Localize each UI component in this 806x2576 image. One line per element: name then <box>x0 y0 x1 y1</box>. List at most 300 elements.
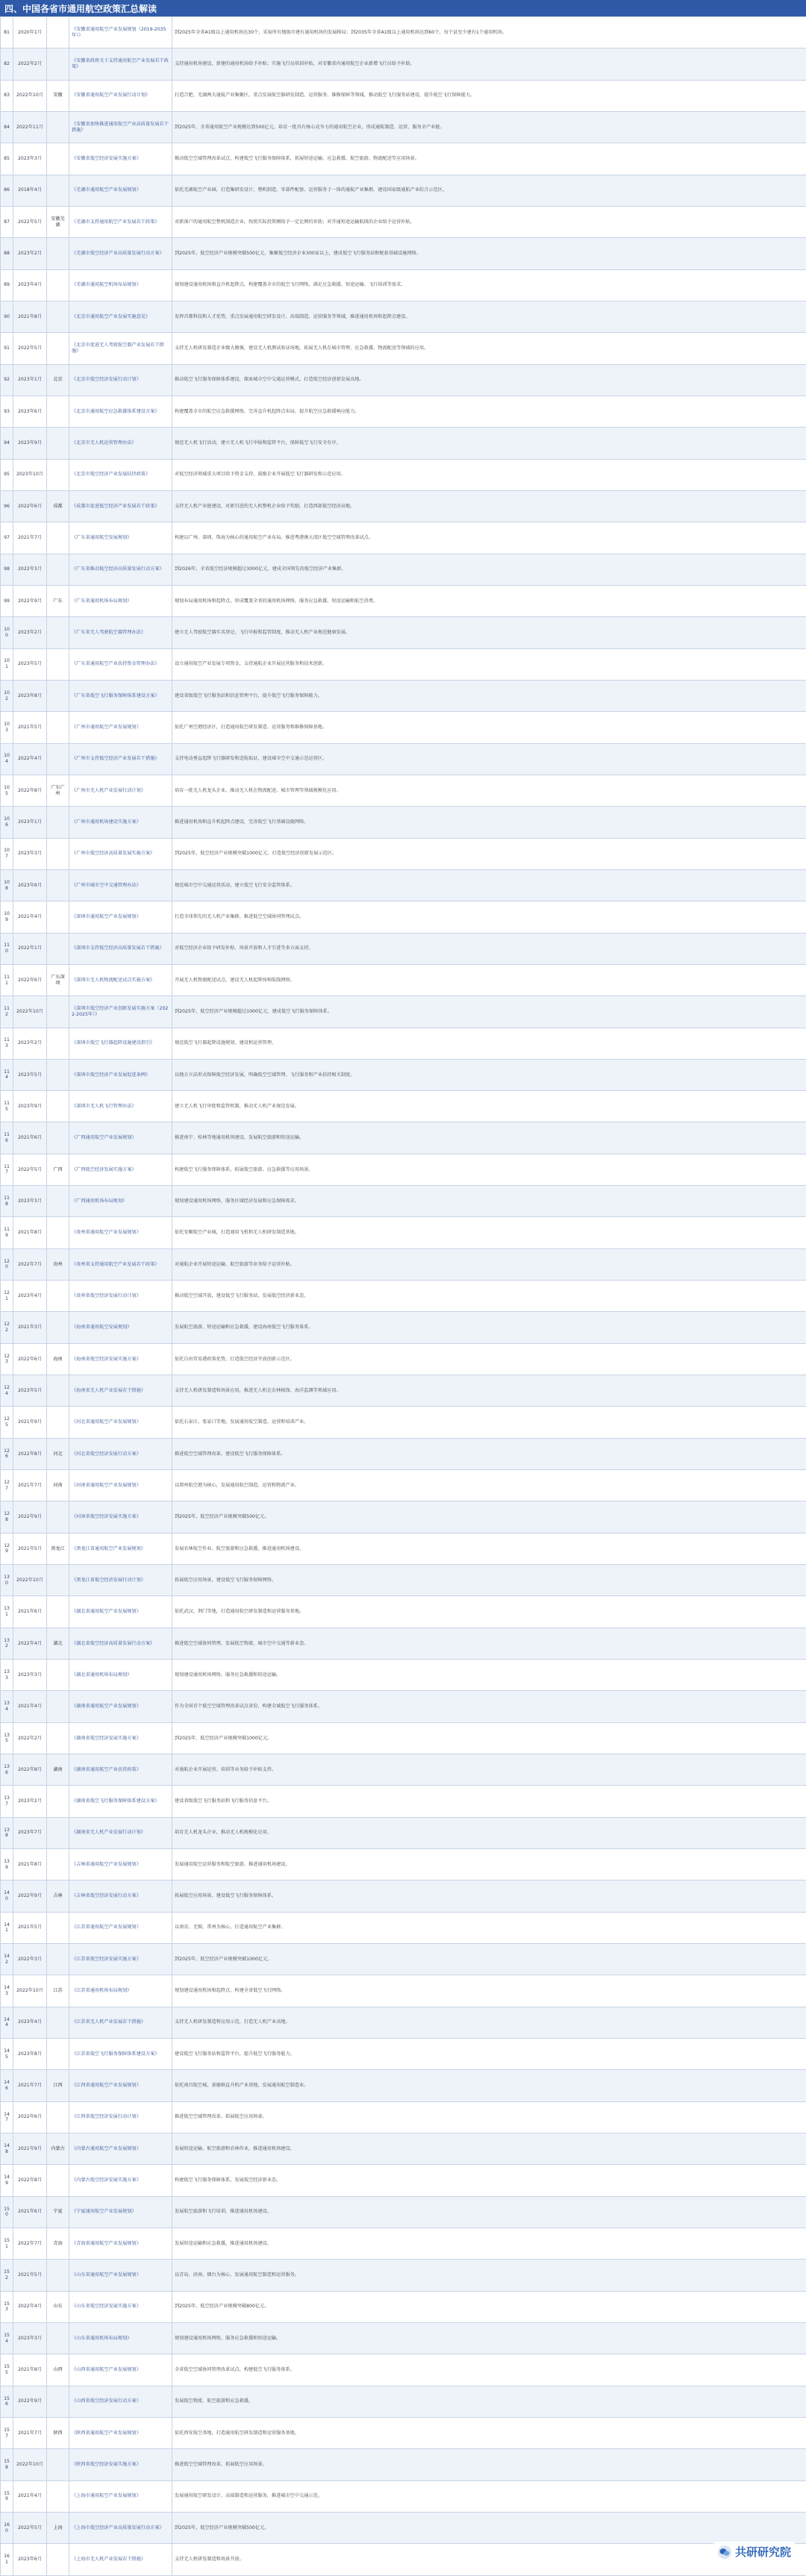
policy-region: 河南 <box>47 1470 69 1501</box>
policy-title: 《北京市低空经济产业发展扶持政策》 <box>69 459 172 490</box>
policy-title: 《广西通用航空产业发展规划》 <box>69 1122 172 1154</box>
policy-detail: 规划建设通用机场网络，服务应急救援和短途运输。 <box>172 1660 806 1691</box>
policy-number: 120 <box>1 1248 13 1280</box>
policy-row <box>1 2101 806 2133</box>
policy-number: 137 <box>1 1786 13 1817</box>
policy-row <box>1 1186 806 1217</box>
policy-region: 山东 <box>47 2291 69 2322</box>
policy-title: 《海南省无人机产业发展若干措施》 <box>69 1375 172 1407</box>
policy-date: 2022年5月 <box>13 2512 47 2543</box>
policy-region <box>47 49 69 80</box>
policy-number: 149 <box>1 2165 13 2196</box>
policy-title: 《江苏省低空飞行服务保障体系建设方案》 <box>69 2039 172 2070</box>
policy-detail: 推进低空空域协同管理，发展低空物流、城市空中交通等新业态。 <box>172 1628 806 1659</box>
policy-date: 2023年4月 <box>13 269 47 301</box>
policy-region <box>47 933 69 964</box>
policy-number: 81 <box>1 17 13 49</box>
policy-region <box>47 1817 69 1848</box>
policy-row <box>1 1438 806 1469</box>
policy-number: 136 <box>1 1754 13 1786</box>
policy-region <box>47 2544 69 2575</box>
policy-title: 《山西省低空经济发展行动方案》 <box>69 2386 172 2417</box>
policy-region <box>47 396 69 427</box>
policy-date: 2021年6月 <box>13 1596 47 1628</box>
policy-title: 《内蒙古低空经济发展实施方案》 <box>69 2165 172 2196</box>
policy-title: 《深圳市低空飞行器起降设施建设指引》 <box>69 1028 172 1059</box>
policy-date: 2022年6月 <box>13 964 47 995</box>
policy-title: 《广州市支持低空经济产业发展若干措施》 <box>69 743 172 775</box>
policy-title: 《广东省无人驾驶航空器管理办法》 <box>69 617 172 648</box>
policy-date: 2021年8月 <box>13 1849 47 1881</box>
policy-date: 2022年9月 <box>13 585 47 616</box>
policy-row <box>1 1660 806 1691</box>
policy-row <box>1 743 806 775</box>
policy-number: 116 <box>1 1122 13 1154</box>
policy-title: 《湖南省低空飞行服务保障体系建设方案》 <box>69 1786 172 1817</box>
policy-detail: 到2026年，全省低空经济规模超过3000亿元，建成全国领先的低空经济产业集群。 <box>172 554 806 585</box>
policy-row <box>1 459 806 490</box>
policy-row <box>1 1565 806 1596</box>
policy-date: 2023年2月 <box>13 1028 47 1059</box>
policy-row <box>1 1628 806 1659</box>
policy-detail: 规范无人机飞行活动，建立无人机飞行申报和监管平台，保障低空飞行安全有序。 <box>172 428 806 459</box>
policy-number: 90 <box>1 301 13 332</box>
policy-row <box>1 238 806 269</box>
policy-detail: 规划建设通用机场网络，服务应急救援和短途运输。 <box>172 2322 806 2354</box>
policy-number: 129 <box>1 1533 13 1564</box>
policy-date: 2021年8月 <box>13 301 47 332</box>
policy-row <box>1 1154 806 1185</box>
policy-row <box>1 1881 806 1912</box>
policy-row <box>1 2070 806 2101</box>
policy-region <box>47 1660 69 1691</box>
policy-title: 《上海市低空经济产业高质量发展行动方案》 <box>69 2512 172 2543</box>
policy-row <box>1 2260 806 2291</box>
policy-detail: 建立无人驾驶航空器实名登记、飞行申报和监管制度，推动无人机产业规范健康发展。 <box>172 617 806 648</box>
policy-region: 安徽 <box>47 80 69 111</box>
policy-date: 2022年1月 <box>13 933 47 964</box>
policy-row <box>1 1596 806 1628</box>
policy-detail: 打造合肥、芜湖两大通航产业集聚区，重点发展航空器研发制造、运营服务、维修保障等领域，推动低空飞行服务站建设，提升低空飞行保障能力。 <box>172 80 806 111</box>
policy-row <box>1 2544 806 2575</box>
policy-region <box>47 301 69 332</box>
policy-row <box>1 143 806 175</box>
policy-detail: 依托安顺航空产业城，打造通用飞机和无人机研发制造基地。 <box>172 1217 806 1248</box>
policy-detail: 培育无人机龙头企业，推动无人机规模化应用。 <box>172 1817 806 1848</box>
policy-number: 125 <box>1 1407 13 1438</box>
policy-number: 148 <box>1 2133 13 2164</box>
policy-detail: 对低空经济企业给予研发补贴、场景开放和人才引进等多方面支持。 <box>172 933 806 964</box>
policy-row <box>1 901 806 933</box>
policy-title: 《深圳市无人机飞行管理办法》 <box>69 1091 172 1122</box>
policy-detail: 依托自由贸易港政策优势，打造低空经济开放创新示范区。 <box>172 1343 806 1375</box>
policy-region: 贵州 <box>47 1248 69 1280</box>
policy-row <box>1 1059 806 1090</box>
policy-date: 2022年5月 <box>13 1154 47 1185</box>
policy-row <box>1 301 806 332</box>
policy-date: 2021年9月 <box>13 1407 47 1438</box>
policy-region: 陕西 <box>47 2417 69 2448</box>
policy-number: 155 <box>1 2354 13 2386</box>
policy-title: 《陕西省通用航空产业发展规划》 <box>69 2417 172 2448</box>
policy-region: 湖北 <box>47 1628 69 1659</box>
policy-number: 105 <box>1 775 13 806</box>
policy-title: 《广西低空经济发展实施方案》 <box>69 1154 172 1185</box>
policy-number: 97 <box>1 522 13 554</box>
policy-detail: 发展通用航空运营服务和航空旅游，推进通用机场建设。 <box>172 1849 806 1881</box>
policy-title: 《广州市通用机场建设实施方案》 <box>69 807 172 838</box>
section-title: 四、中国各省市通用航空政策汇总解读 <box>4 2 157 15</box>
policy-title: 《广东省通用航空产业扶持资金管理办法》 <box>69 648 172 680</box>
policy-detail: 到2025年，低空经济产业规模突破1000亿元。 <box>172 1944 806 1975</box>
policy-number: 101 <box>1 648 13 680</box>
policy-row <box>1 1312 806 1343</box>
policy-row <box>1 1375 806 1407</box>
policy-title: 《广州市低空经济高质量发展实施方案》 <box>69 838 172 869</box>
policy-region: 吉林 <box>47 1881 69 1912</box>
policy-region <box>47 1281 69 1312</box>
policy-detail: 到2025年，全省通用航空产业规模达到500亿元，培育一批具有核心竞争力的通用航空企业，形成通航制造、运营、服务全产业链。 <box>172 111 806 143</box>
policy-region <box>47 1028 69 1059</box>
policy-date: 2022年6月 <box>13 490 47 522</box>
policy-title: 《河北省通用航空产业发展规划》 <box>69 1407 172 1438</box>
policy-row <box>1 1975 806 2007</box>
policy-detail: 发展通用航空研发设计、高端制造和运营服务，推进城市空中交通示范。 <box>172 2480 806 2512</box>
policy-number: 89 <box>1 269 13 301</box>
policy-row <box>1 712 806 743</box>
policy-title: 《深圳市低空经济产业发展促进条例》 <box>69 1059 172 1090</box>
policy-number: 132 <box>1 1628 13 1659</box>
policy-detail: 发展低空物流、航空旅游和应急救援。 <box>172 2386 806 2417</box>
policy-number: 141 <box>1 1912 13 1943</box>
policy-detail: 推动低空空域开放，建设低空飞行服务站，发展低空经济新业态。 <box>172 1281 806 1312</box>
watermark <box>713 2542 796 2562</box>
policy-region: 广东深圳 <box>47 964 69 995</box>
policy-region <box>47 2260 69 2291</box>
policy-number: 147 <box>1 2101 13 2133</box>
policy-row <box>1 680 806 711</box>
policy-region <box>47 1944 69 1975</box>
policy-number: 86 <box>1 175 13 206</box>
policy-date: 2023年3月 <box>13 1186 47 1217</box>
policy-region <box>47 238 69 269</box>
policy-row <box>1 206 806 237</box>
policy-date: 2022年9月 <box>13 1501 47 1533</box>
policy-date: 2022年9月 <box>13 2386 47 2417</box>
policy-region <box>47 333 69 364</box>
policy-region: 湖南 <box>47 1754 69 1786</box>
policy-row <box>1 1122 806 1154</box>
policy-detail: 发挥首都科技和人才优势，重点发展通用航空研发设计、高端制造、运营服务等领域，推进通用机场和起降点建设。 <box>172 301 806 332</box>
policy-number: 131 <box>1 1596 13 1628</box>
policy-title: 《湖南省通用航空产业扶持政策》 <box>69 1754 172 1786</box>
policy-title: 《宁夏通用航空产业发展规划》 <box>69 2196 172 2228</box>
policy-number: 139 <box>1 1849 13 1881</box>
policy-row <box>1 775 806 806</box>
policy-region: 上海 <box>47 2512 69 2543</box>
policy-title: 《山西省通用航空产业发展规划》 <box>69 2354 172 2386</box>
policy-row <box>1 2007 806 2038</box>
policy-detail: 依托广州空港经济区，打造通用航空研发制造、运营服务和维修保障基地。 <box>172 712 806 743</box>
policy-number: 151 <box>1 2228 13 2259</box>
policy-number: 84 <box>1 111 13 143</box>
policy-title: 《安徽省加快推进通用航空产业高质量发展若干措施》 <box>69 111 172 143</box>
policy-title: 《黑龙江省通用航空产业发展规划》 <box>69 1533 172 1564</box>
policy-region <box>47 996 69 1028</box>
policy-date: 2021年5月 <box>13 1912 47 1943</box>
policy-date: 2022年3月 <box>13 554 47 585</box>
policy-region <box>47 838 69 869</box>
policy-row <box>1 807 806 838</box>
policy-detail: 发展航空旅游、短途运输和应急救援，建设海南低空飞行服务体系。 <box>172 1312 806 1343</box>
policy-number: 83 <box>1 80 13 111</box>
policy-number: 111 <box>1 964 13 995</box>
policy-date: 2022年7月 <box>13 1248 47 1280</box>
policy-date: 2023年10月 <box>13 459 47 490</box>
policy-title: 《上海市通用航空产业发展规划》 <box>69 2480 172 2512</box>
policy-detail: 建立无人机飞行审批和监管机制，推动无人机产业规范发展。 <box>172 1091 806 1122</box>
policy-number: 138 <box>1 1817 13 1848</box>
policy-title: 《河北省低空经济发展行动方案》 <box>69 1438 172 1469</box>
policy-number: 140 <box>1 1881 13 1912</box>
policy-number: 119 <box>1 1217 13 1248</box>
policy-date: 2022年8月 <box>13 1754 47 1786</box>
policy-region <box>47 143 69 175</box>
policy-row <box>1 869 806 901</box>
policy-date: 2021年7月 <box>13 522 47 554</box>
policy-region <box>47 743 69 775</box>
policy-number: 100 <box>1 617 13 648</box>
policy-region <box>47 269 69 301</box>
policy-region <box>47 2101 69 2133</box>
policy-region <box>47 17 69 49</box>
policy-region: 成都 <box>47 490 69 522</box>
policy-title: 《深圳市支持低空经济高质量发展若干措施》 <box>69 933 172 964</box>
policy-title: 《河南省低空经济发展实施方案》 <box>69 1501 172 1533</box>
policy-row <box>1 522 806 554</box>
policy-detail: 发展短途运输、航空旅游和农林作业，推进通用机场建设。 <box>172 2133 806 2164</box>
policy-region: 江苏 <box>47 1975 69 2007</box>
policy-row <box>1 1028 806 1059</box>
policy-region <box>47 1565 69 1596</box>
policy-detail: 依托南昌航空城、景德镇直升机产业基地，发展通用航空制造业。 <box>172 2070 806 2101</box>
policy-title: 《广东省通用航空发展规划》 <box>69 522 172 554</box>
policy-title: 《深圳市无人机物流配送试点实施方案》 <box>69 964 172 995</box>
policy-date: 2022年6月 <box>13 2101 47 2133</box>
policy-date: 2022年10月 <box>13 1565 47 1596</box>
policy-date: 2022年8月 <box>13 1438 47 1469</box>
policy-row <box>1 396 806 427</box>
policy-date: 2023年3月 <box>13 1660 47 1691</box>
policy-title: 《湖北省通用航空产业发展规划》 <box>69 1596 172 1628</box>
policy-title: 《深圳市低空经济产业创新发展实施方案（2022-2025年）》 <box>69 996 172 1028</box>
policy-detail: 对通航企业开展运营、培训等业务给予补贴支持。 <box>172 1754 806 1786</box>
policy-row <box>1 964 806 995</box>
policy-date: 2021年4月 <box>13 2480 47 2512</box>
policy-number: 158 <box>1 2449 13 2480</box>
policy-row <box>1 1944 806 1975</box>
policy-detail: 到2025年，低空经济产业规模突破1000亿元，打造低空经济创新发展示范区。 <box>172 838 806 869</box>
policy-row <box>1 617 806 648</box>
policy-number: 154 <box>1 2322 13 2354</box>
policy-date: 2022年7月 <box>13 2228 47 2259</box>
policy-number: 94 <box>1 428 13 459</box>
policy-row <box>1 1786 806 1817</box>
policy-region <box>47 1786 69 1817</box>
policy-title: 《海南省低空经济发展实施方案》 <box>69 1343 172 1375</box>
policy-row <box>1 1217 806 1248</box>
policy-date: 2022年10月 <box>13 996 47 1028</box>
policy-date: 2022年8月 <box>13 775 47 806</box>
policy-title: 《芜湖市低空经济产业高质量发展行动方案》 <box>69 238 172 269</box>
policy-detail: 建设省级低空飞行服务站和信息管理平台，提升低空飞行服务保障能力。 <box>172 680 806 711</box>
policy-date: 2021年3月 <box>13 1312 47 1343</box>
policy-title: 《芜湖市通用航空产业发展规划》 <box>69 175 172 206</box>
policy-row <box>1 2291 806 2322</box>
policy-row <box>1 1501 806 1533</box>
policy-title: 《江苏省低空经济发展实施方案》 <box>69 1944 172 1975</box>
policy-row <box>1 1754 806 1786</box>
policy-number: 109 <box>1 901 13 933</box>
policy-row <box>1 2133 806 2164</box>
policy-detail: 推进低空空域管理改革，拓展低空应用场景。 <box>172 2449 806 2480</box>
policy-row <box>1 364 806 396</box>
policy-date: 2023年9月 <box>13 1091 47 1122</box>
policy-region <box>47 1091 69 1122</box>
policy-detail: 到2025年全省A1级以上通用机场达30个，采取所有地级市建有通用机场的发展格局；到2035年全省A1级以上通用机场达到60个，每个县至少建有1个通用机场。 <box>172 17 806 49</box>
policy-title: 《广州市无人机产业发展行动计划》 <box>69 775 172 806</box>
policy-detail: 到2025年，低空经济产业规模突破500亿元。 <box>172 2512 806 2543</box>
policy-region <box>47 2449 69 2480</box>
policy-row <box>1 1817 806 1848</box>
policy-region <box>47 1691 69 1722</box>
policy-row <box>1 2512 806 2543</box>
policy-number: 134 <box>1 1691 13 1722</box>
policy-number: 124 <box>1 1375 13 1407</box>
policy-region <box>47 1596 69 1628</box>
policy-date: 2022年8月 <box>13 2165 47 2196</box>
policy-region <box>47 1122 69 1154</box>
policy-row <box>1 1470 806 1501</box>
policy-title: 《湖南省通用航空产业发展规划》 <box>69 1691 172 1722</box>
policy-title: 《江苏省通用航空产业发展规划》 <box>69 1912 172 1943</box>
policy-row <box>1 1281 806 1312</box>
policy-detail: 规划建设通用机场和直升机起降点，构建覆盖全市的低空飞行网络，满足应急救援、短途运输、飞行培训等需求。 <box>172 269 806 301</box>
policy-number: 99 <box>1 585 13 616</box>
policy-row <box>1 838 806 869</box>
policy-region <box>47 712 69 743</box>
policy-row <box>1 1407 806 1438</box>
policy-detail: 发展农林航空作业、航空旅游和应急救援，推进通用机场建设。 <box>172 1533 806 1564</box>
policy-title: 《山东省通用航空产业发展规划》 <box>69 2260 172 2291</box>
policy-number: 128 <box>1 1501 13 1533</box>
policy-row <box>1 428 806 459</box>
policy-region: 江西 <box>47 2070 69 2101</box>
policy-title: 《广州市通用航空产业发展规划》 <box>69 712 172 743</box>
policy-detail: 支持无人机研发制造和场景开放。 <box>172 2544 806 2575</box>
policy-date: 2021年5月 <box>13 1533 47 1564</box>
policy-number: 122 <box>1 1312 13 1343</box>
policy-detail: 对通航企业开展短途运输、航空旅游等业务给予运营补贴。 <box>172 1248 806 1280</box>
policy-row <box>1 2417 806 2448</box>
policy-detail: 作为全国首个低空空域管理改革试点省份，构建全域低空飞行服务体系。 <box>172 1691 806 1722</box>
policy-region <box>47 1312 69 1343</box>
policy-number: 93 <box>1 396 13 427</box>
policy-title: 《广州市城市空中交通管理办法》 <box>69 869 172 901</box>
policy-number: 142 <box>1 1944 13 1975</box>
policy-row <box>1 2196 806 2228</box>
policy-title: 《内蒙古通用航空产业发展规划》 <box>69 2133 172 2164</box>
policy-region <box>47 2165 69 2196</box>
policy-date: 2022年5月 <box>13 333 47 364</box>
policy-region <box>47 1059 69 1090</box>
policy-region: 广东 <box>47 585 69 616</box>
policy-row <box>1 1912 806 1943</box>
policy-detail: 到2025年，低空经济产业规模超过1000亿元，建成低空飞行服务保障体系。 <box>172 996 806 1028</box>
policy-date: 2022年4月 <box>13 2291 47 2322</box>
policy-row <box>1 2354 806 2386</box>
policy-number: 156 <box>1 2386 13 2417</box>
policy-detail: 对新落户的通用航空整机制造企业，按照实际投资额给予一定比例的补助；对开通短途运输航线的企业给予运营补贴。 <box>172 206 806 237</box>
policy-number: 98 <box>1 554 13 585</box>
policy-detail: 打造全球领先的无人机产业集群，推进低空空域协同管理试点。 <box>172 901 806 933</box>
policy-region <box>47 1375 69 1407</box>
policy-region <box>47 2386 69 2417</box>
policy-date: 2023年4月 <box>13 1281 47 1312</box>
policy-date: 2021年6月 <box>13 1122 47 1154</box>
policy-region: 青海 <box>47 2228 69 2259</box>
policy-detail: 以南京、无锡、常州为核心，打造通用航空产业集群。 <box>172 1912 806 1943</box>
policy-region <box>47 1912 69 1943</box>
policy-region <box>47 522 69 554</box>
policy-detail: 到2025年，低空经济产业规模突破800亿元。 <box>172 2291 806 2322</box>
policy-region <box>47 2039 69 2070</box>
policy-date: 2023年5月 <box>13 1059 47 1090</box>
policy-date: 2023年8月 <box>13 680 47 711</box>
policy-number: 108 <box>1 869 13 901</box>
policy-number: 114 <box>1 1059 13 1090</box>
policy-row <box>1 996 806 1028</box>
policy-title: 《河南省通用航空产业发展规划》 <box>69 1470 172 1501</box>
wechat-logo-icon <box>718 2545 731 2559</box>
policy-row <box>1 175 806 206</box>
policy-title: 《广东省通用机场布局规划》 <box>69 585 172 616</box>
policy-title: 《吉林省通用航空产业发展规划》 <box>69 1849 172 1881</box>
policy-title: 《黑龙江省低空经济发展行动计划》 <box>69 1565 172 1596</box>
policy-region: 北京 <box>47 364 69 396</box>
policy-region: 广东广州 <box>47 775 69 806</box>
policy-date: 2021年7月 <box>13 2417 47 2448</box>
policy-number: 88 <box>1 238 13 269</box>
policy-number: 152 <box>1 2260 13 2291</box>
policy-title: 《湖南省低空经济发展实施方案》 <box>69 1722 172 1754</box>
policy-title: 《安徽省政府关于支持通用航空产业发展若干政策》 <box>69 49 172 80</box>
policy-row <box>1 1849 806 1881</box>
policy-region <box>47 680 69 711</box>
policy-region <box>47 1722 69 1754</box>
policy-date: 2021年8月 <box>13 1217 47 1248</box>
policy-region <box>47 1849 69 1881</box>
policy-number: 95 <box>1 459 13 490</box>
policy-row <box>1 933 806 964</box>
policy-title: 《贵州省支持通用航空产业发展若干政策》 <box>69 1248 172 1280</box>
policy-date: 2021年4月 <box>13 901 47 933</box>
policy-region: 宁夏 <box>47 2196 69 2228</box>
policy-row <box>1 648 806 680</box>
policy-number: 110 <box>1 933 13 964</box>
policy-detail: 支持电动垂直起降飞行器研发和适航取证，建设城市空中交通示范运营区。 <box>172 743 806 775</box>
policy-detail: 开展无人机物流配送试点，建设无人机起降场和航线网络。 <box>172 964 806 995</box>
